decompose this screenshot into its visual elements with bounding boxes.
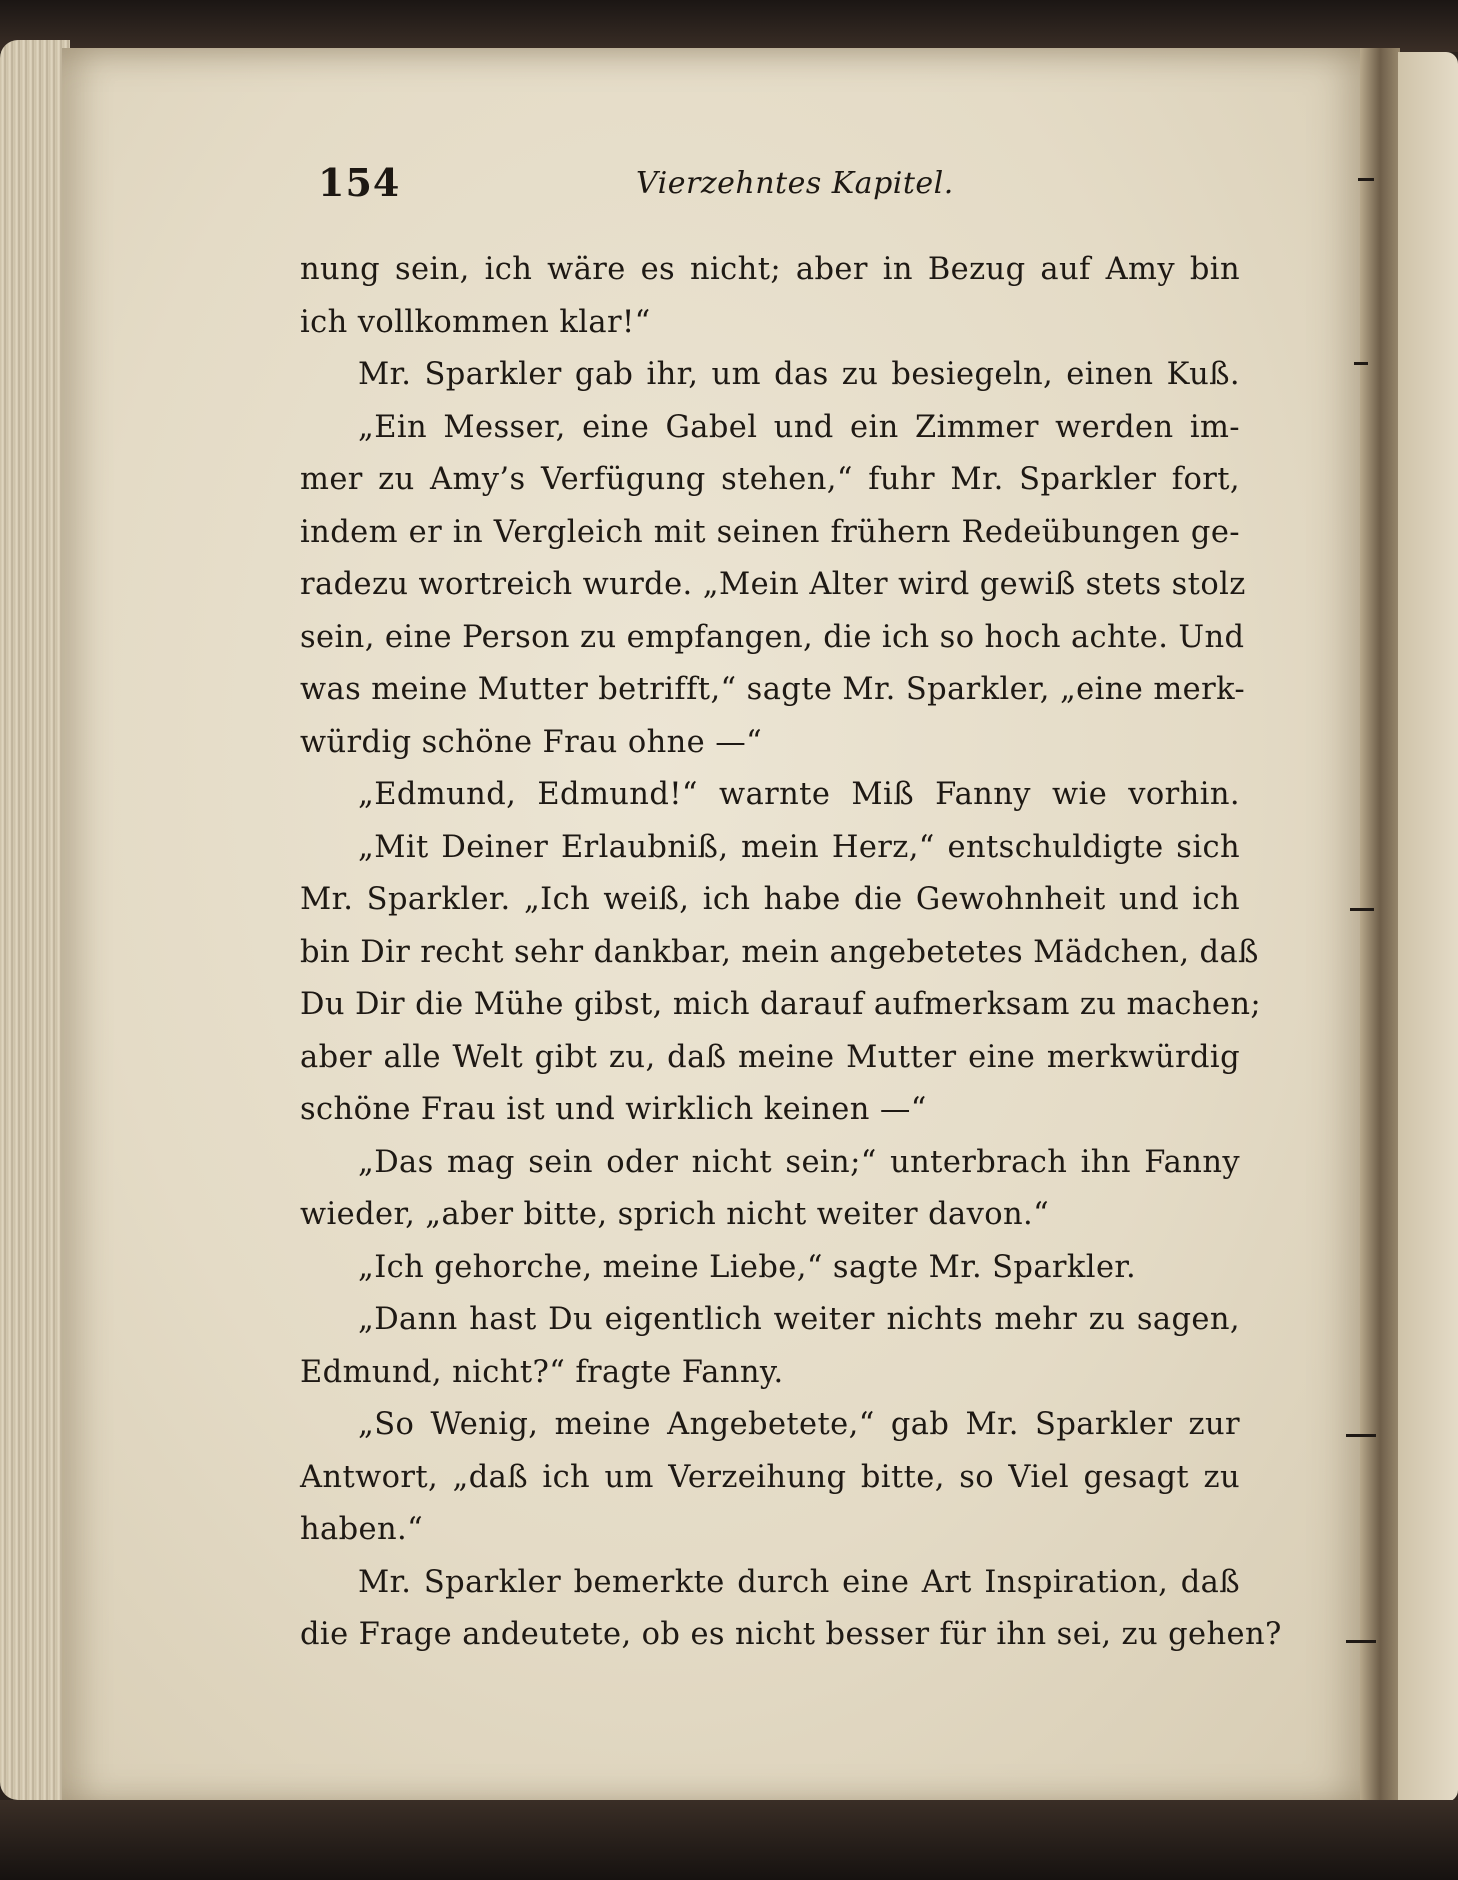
page-header [318, 160, 1238, 210]
text-line: „Das mag sein oder nicht sein;“ unterbrach ihn Fanny [358, 1144, 1240, 1180]
text-line: die Frage andeutete, ob es nicht besser für ihn sei, zu gehen? [300, 1617, 1282, 1652]
text-line: bin Dir recht sehr dankbar, mein angebetetes Mädchen, daß [300, 934, 1259, 970]
text-line: mer zu Amy’s Verfügung stehen,“ fuhr Mr. Sparkler fort, [300, 462, 1240, 497]
margin-mark [1346, 1640, 1376, 1643]
text-line: würdig schöne Frau ohne —“ [300, 724, 763, 760]
facing-page-edge [1398, 52, 1458, 1802]
margin-mark [1350, 908, 1374, 911]
page-number: 154 [318, 160, 401, 205]
text-line: Mr. Sparkler gab ihr, um das zu besiegeln, einen Kuß. [358, 357, 1240, 392]
text-line: Mr. Sparkler bemerkte durch eine Art Inspiration, daß [358, 1564, 1240, 1600]
text-line: indem er in Vergleich mit seinen frühern Redeübungen ge- [300, 514, 1240, 550]
text-line: was meine Mutter betrifft,“ sagte Mr. Sparkler, „eine merk- [300, 672, 1246, 707]
margin-mark [1358, 178, 1374, 181]
text-line: Antwort, „daß ich um Verzeihung bitte, so Viel gesagt zu [300, 1459, 1240, 1495]
margin-mark [1346, 1434, 1376, 1437]
text-line: Du Dir die Mühe gibst, mich darauf aufmerksam zu machen; [300, 987, 1262, 1022]
text-line: haben.“ [300, 1512, 424, 1547]
text-line: wieder, „aber bitte, sprich nicht weiter davon.“ [300, 1197, 1050, 1232]
text-line: „Mit Deiner Erlaubniß, mein Herz,“ entschuldigte sich [358, 829, 1240, 865]
text-line: schöne Frau ist und wirklich keinen —“ [300, 1092, 927, 1127]
book-gutter [1360, 48, 1400, 1808]
text-line: „So Wenig, meine Angebetete,“ gab Mr. Sparkler zur [358, 1407, 1240, 1442]
running-title: Vierzehntes Kapitel. [636, 166, 954, 201]
text-line: aber alle Welt gibt zu, daß meine Mutter eine merkwürdig [300, 1039, 1240, 1075]
book-cover-top [0, 0, 1458, 52]
text-line: „Ein Messer, eine Gabel und ein Zimmer werden im- [358, 409, 1240, 445]
text-line: „Ich gehorche, meine Liebe,“ sagte Mr. Sparkler. [358, 1249, 1137, 1285]
margin-mark [1354, 362, 1368, 365]
text-line: radezu wortreich wurde. „Mein Alter wird gewiß stets stolz [300, 567, 1246, 602]
text-line: nung sein, ich wäre es nicht; aber in Bezug auf Amy bin [300, 252, 1240, 287]
text-line: sein, eine Person zu empfangen, die ich so hoch achte. Und [300, 619, 1245, 655]
text-line: Edmund, nicht?“ fragte Fanny. [300, 1354, 784, 1390]
text-line: „Edmund, Edmund!“ warnte Miß Fanny wie vorhin. [358, 777, 1240, 812]
text-line: ich vollkommen klar!“ [300, 304, 651, 340]
body-text [300, 244, 1282, 1662]
page-stack-edge [0, 40, 70, 1800]
book-cover-bottom [0, 1800, 1458, 1880]
text-line: Mr. Sparkler. „Ich weiß, ich habe die Gewohnheit und ich [300, 882, 1240, 917]
text-line: „Dann hast Du eigentlich weiter nichts mehr zu sagen, [358, 1302, 1240, 1337]
